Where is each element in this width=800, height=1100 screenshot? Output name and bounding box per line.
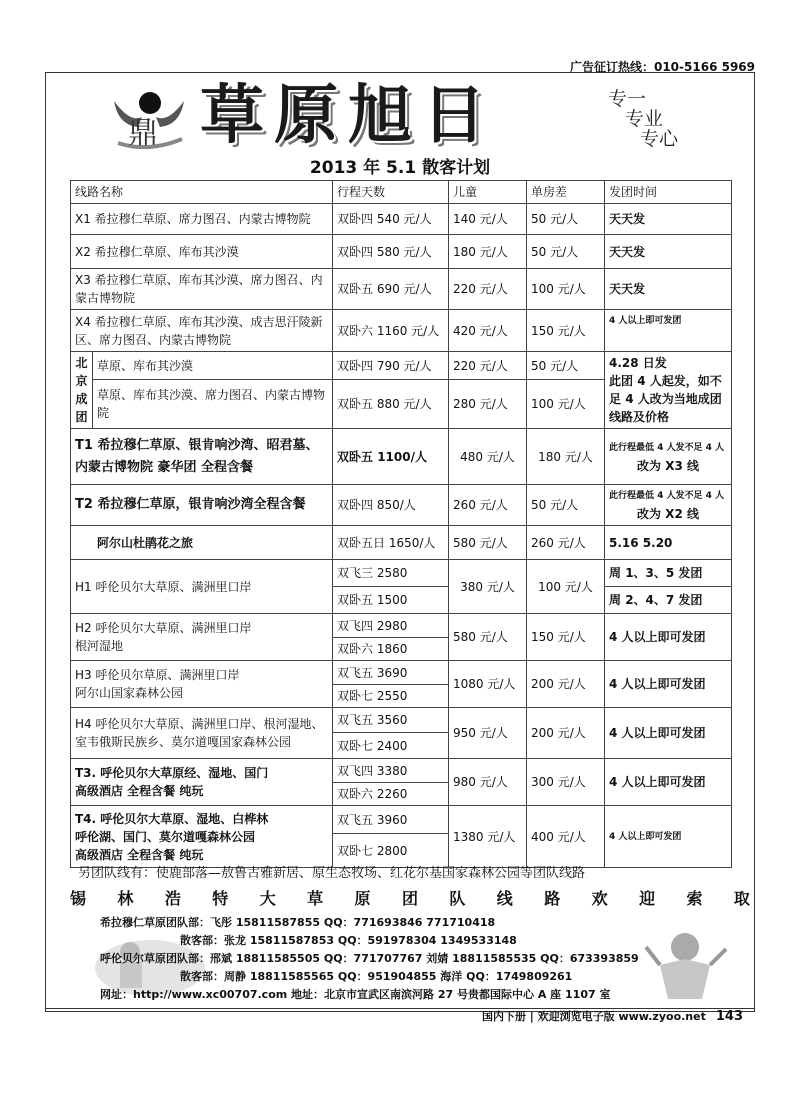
welcome-char: 浩 bbox=[164, 889, 181, 908]
t1-depart-note: 此行程最低 4 人发不足 4 人 bbox=[609, 442, 725, 453]
route-single-supplement: 200 元/人 bbox=[527, 661, 605, 708]
table-row bbox=[71, 526, 732, 560]
welcome-char: 大 bbox=[259, 889, 276, 908]
route-option-train: 双卧六 2260 bbox=[333, 783, 449, 806]
welcome-char: 队 bbox=[449, 889, 466, 908]
route-option-flight: 双飞五 3560 bbox=[333, 708, 449, 733]
beijing-depart-date: 4.28 日发 bbox=[609, 356, 667, 370]
footer-text: 国内下册 | 欢迎浏览电子版 www.zyoo.net bbox=[481, 1010, 706, 1023]
route-child-price: 380 元/人 bbox=[449, 560, 527, 614]
welcome-char: 迎 bbox=[639, 889, 656, 908]
route-child-price: 580 元/人 bbox=[449, 526, 527, 560]
table-row bbox=[71, 708, 732, 733]
route-option-flight: 双飞五 3960 bbox=[333, 806, 449, 834]
route-child-price: 950 元/人 bbox=[449, 708, 527, 759]
beijing-depart-note: 此团 4 人起发，如不足 4 人改为当地成团线路及价格 bbox=[609, 374, 722, 424]
route-name: T4. 呼伦贝尔大草原、湿地、白桦林 呼伦湖、国门、莫尔道嘎森林公园 高级酒店 全程含餐 纯玩 bbox=[71, 806, 333, 868]
route-name: H3 呼伦贝尔草原、满洲里口岸 阿尔山国家森林公园 bbox=[71, 661, 333, 708]
brand-title: 草原旭日 bbox=[200, 78, 496, 153]
table-row bbox=[71, 235, 732, 269]
route-child-price: 260 元/人 bbox=[449, 485, 527, 526]
t2-depart-alt: 改为 X2 线 bbox=[637, 507, 699, 521]
page-footer bbox=[482, 1008, 743, 1024]
welcome-char: 索 bbox=[686, 889, 703, 908]
route-table bbox=[70, 180, 732, 868]
route-option-train: 双卧七 2550 bbox=[333, 685, 449, 708]
route-option-flight: 双飞五 3690 bbox=[333, 661, 449, 685]
route-option-train: 双卧六 1860 bbox=[333, 638, 449, 661]
route-departure: 天天发 bbox=[605, 269, 732, 310]
table-row bbox=[71, 269, 732, 310]
page-number: 143 bbox=[715, 1009, 743, 1024]
beijing-label-char: 成 bbox=[75, 392, 88, 406]
welcome-char: 取 bbox=[733, 889, 750, 908]
route-child-price: 280 元/人 bbox=[449, 380, 527, 429]
welcome-char: 线 bbox=[496, 889, 513, 908]
route-days: 双卧四 850/人 bbox=[333, 485, 449, 526]
slogan-3: 专心 bbox=[640, 128, 679, 150]
welcome-char: 团 bbox=[401, 889, 418, 908]
dancer-illustration-icon bbox=[640, 925, 730, 1005]
route-name: X4 希拉穆仁草原、库布其沙漠、成吉思汗陵新区、席力图召、内蒙古博物院 bbox=[71, 310, 333, 352]
route-single-supplement: 300 元/人 bbox=[527, 759, 605, 806]
route-child-price: 140 元/人 bbox=[449, 204, 527, 235]
route-single-supplement: 50 元/人 bbox=[527, 485, 605, 526]
contact-line-1: 希拉穆仁草原团队部：飞彤 15811587855 QQ：771693846 771710418 bbox=[100, 916, 496, 929]
route-departure: 周 1、3、5 发团 bbox=[605, 560, 732, 587]
slogan-1: 专一 bbox=[608, 88, 647, 110]
route-name: T3. 呼伦贝尔大草原经、湿地、国门 高级酒店 全程含餐 纯玩 bbox=[71, 759, 333, 806]
route-child-price: 980 元/人 bbox=[449, 759, 527, 806]
contact-line-4: 散客部：周静 18811585565 QQ：951904855 海洋 QQ：1749809261 bbox=[180, 970, 573, 983]
route-child-price: 220 元/人 bbox=[449, 269, 527, 310]
route-name: 阿尔山杜鹃花之旅 bbox=[71, 526, 333, 560]
header-child: 儿童 bbox=[449, 181, 527, 204]
table-row bbox=[71, 560, 732, 587]
route-name: H1 呼伦贝尔大草原、满洲里口岸 bbox=[71, 560, 333, 614]
welcome-char: 特 bbox=[212, 889, 229, 908]
route-departure bbox=[605, 429, 732, 485]
header-depart: 发团时间 bbox=[605, 181, 732, 204]
table-row bbox=[71, 429, 732, 485]
route-single-supplement: 150 元/人 bbox=[527, 614, 605, 661]
route-name: T1 希拉穆仁草原、银肯响沙湾、昭君墓、内蒙古博物院 豪华团 全程含餐 bbox=[71, 429, 333, 485]
route-departure: 周 2、4、7 发团 bbox=[605, 587, 732, 614]
table-row bbox=[71, 661, 732, 685]
route-option-flight: 双飞四 2980 bbox=[333, 614, 449, 638]
route-departure bbox=[605, 485, 732, 526]
route-departure: 4 人以上即可发团 bbox=[605, 310, 732, 352]
beijing-label-char: 京 bbox=[75, 374, 88, 388]
route-option-flight: 双飞三 2580 bbox=[333, 560, 449, 587]
route-days: 双卧五日 1650/人 bbox=[333, 526, 449, 560]
route-single-supplement: 200 元/人 bbox=[527, 708, 605, 759]
route-child-price: 1380 元/人 bbox=[449, 806, 527, 868]
route-child-price: 480 元/人 bbox=[449, 429, 527, 485]
route-days: 双卧四 580 元/人 bbox=[333, 235, 449, 269]
route-days: 双卧四 790 元/人 bbox=[333, 352, 449, 380]
route-option-flight: 双飞四 3380 bbox=[333, 759, 449, 783]
route-departure: 5.16 5.20 bbox=[605, 526, 732, 560]
route-departure: 4 人以上即可发团 bbox=[605, 661, 732, 708]
route-name: X2 希拉穆仁草原、库布其沙漠 bbox=[71, 235, 333, 269]
welcome-char: 草 bbox=[307, 889, 324, 908]
welcome-char: 欢 bbox=[591, 889, 608, 908]
contact-line-3: 呼伦贝尔草原团队部：邢斌 18811585505 QQ：771707767 刘婧 18811585535 QQ：673393859 bbox=[100, 952, 639, 965]
table-row bbox=[71, 614, 732, 638]
route-single-supplement: 100 元/人 bbox=[527, 380, 605, 429]
company-logo bbox=[108, 83, 188, 151]
welcome-char: 路 bbox=[544, 889, 561, 908]
route-departure: 4 人以上即可发团 bbox=[605, 759, 732, 806]
route-single-supplement: 180 元/人 bbox=[527, 429, 605, 485]
route-days: 双卧五 1100/人 bbox=[333, 429, 449, 485]
route-name: X1 希拉穆仁草原、席力图召、内蒙古博物院 bbox=[71, 204, 333, 235]
beijing-label-char: 团 bbox=[75, 410, 88, 424]
table-row bbox=[71, 485, 732, 526]
route-days: 双卧五 690 元/人 bbox=[333, 269, 449, 310]
route-single-supplement: 260 元/人 bbox=[527, 526, 605, 560]
welcome-banner bbox=[70, 886, 750, 909]
contact-line-2: 散客部：张龙 15811587853 QQ：591978304 1349533148 bbox=[180, 934, 517, 947]
welcome-char: 林 bbox=[117, 889, 134, 908]
table-row bbox=[71, 806, 732, 834]
welcome-char: 原 bbox=[354, 889, 371, 908]
route-child-price: 580 元/人 bbox=[449, 614, 527, 661]
slogan-2: 专业 bbox=[625, 108, 664, 130]
header-single: 单房差 bbox=[527, 181, 605, 204]
route-child-price: 220 元/人 bbox=[449, 352, 527, 380]
route-single-supplement: 50 元/人 bbox=[527, 204, 605, 235]
beijing-group-label bbox=[71, 352, 93, 429]
welcome-char: 锡 bbox=[70, 889, 87, 908]
contact-line-5: 网址：http://www.xc00707.com 地址：北京市宣武区南滨河路 27 号贵都国际中心 A 座 1107 室 bbox=[100, 988, 611, 1001]
route-single-supplement: 100 元/人 bbox=[527, 560, 605, 614]
route-child-price: 420 元/人 bbox=[449, 310, 527, 352]
header-route: 线路名称 bbox=[71, 181, 333, 204]
route-name: T2 希拉穆仁草原，银肯响沙湾全程含餐 bbox=[71, 485, 333, 526]
route-departure: 4 人以上即可发团 bbox=[605, 806, 732, 868]
route-days: 双卧四 540 元/人 bbox=[333, 204, 449, 235]
plan-title: 2013 年 5.1 散客计划 bbox=[309, 158, 491, 178]
route-name: X3 希拉穆仁草原、库布其沙漠、席力图召、内蒙古博物院 bbox=[71, 269, 333, 310]
extra-group-routes: 另团队线有：使鹿部落—敖鲁古雅新居、原生态牧场、红花尔基国家森林公园等团队线路 bbox=[78, 866, 586, 881]
table-row bbox=[71, 204, 732, 235]
route-departure: 天天发 bbox=[605, 235, 732, 269]
route-option-train: 双卧七 2400 bbox=[333, 733, 449, 759]
route-option-train: 双卧七 2800 bbox=[333, 834, 449, 868]
route-departure: 天天发 bbox=[605, 204, 732, 235]
svg-text:鼎: 鼎 bbox=[128, 116, 158, 151]
route-departure: 4 人以上即可发团 bbox=[605, 614, 732, 661]
route-name: H4 呼伦贝尔大草原、满洲里口岸、根河湿地、室韦俄斯民族乡、莫尔道嘎国家森林公园 bbox=[71, 708, 333, 759]
route-days: 双卧六 1160 元/人 bbox=[333, 310, 449, 352]
route-departure bbox=[605, 352, 732, 429]
header-days: 行程天数 bbox=[333, 181, 449, 204]
ad-hotline: 广告征订热线：010-5166 5969 bbox=[569, 60, 755, 74]
route-child-price: 1080 元/人 bbox=[449, 661, 527, 708]
route-single-supplement: 150 元/人 bbox=[527, 310, 605, 352]
route-name: 草原、库布其沙漠 bbox=[93, 352, 333, 380]
t1-depart-alt: 改为 X3 线 bbox=[637, 458, 699, 473]
route-single-supplement: 400 元/人 bbox=[527, 806, 605, 868]
table-row bbox=[71, 352, 732, 380]
route-single-supplement: 50 元/人 bbox=[527, 235, 605, 269]
route-name: H2 呼伦贝尔大草原、满洲里口岸 根河湿地 bbox=[71, 614, 333, 661]
route-single-supplement: 100 元/人 bbox=[527, 269, 605, 310]
t2-depart-note: 此行程最低 4 人发不足 4 人 bbox=[609, 491, 725, 501]
table-header-row bbox=[71, 181, 732, 204]
route-single-supplement: 50 元/人 bbox=[527, 352, 605, 380]
route-name: 草原、库布其沙漠、席力图召、内蒙古博物院 bbox=[93, 380, 333, 429]
route-departure: 4 人以上即可发团 bbox=[605, 708, 732, 759]
table-row bbox=[71, 759, 732, 783]
route-option-train: 双卧五 1500 bbox=[333, 587, 449, 614]
route-child-price: 180 元/人 bbox=[449, 235, 527, 269]
beijing-label-char: 北 bbox=[75, 356, 88, 370]
table-row bbox=[71, 310, 732, 352]
route-days: 双卧五 880 元/人 bbox=[333, 380, 449, 429]
